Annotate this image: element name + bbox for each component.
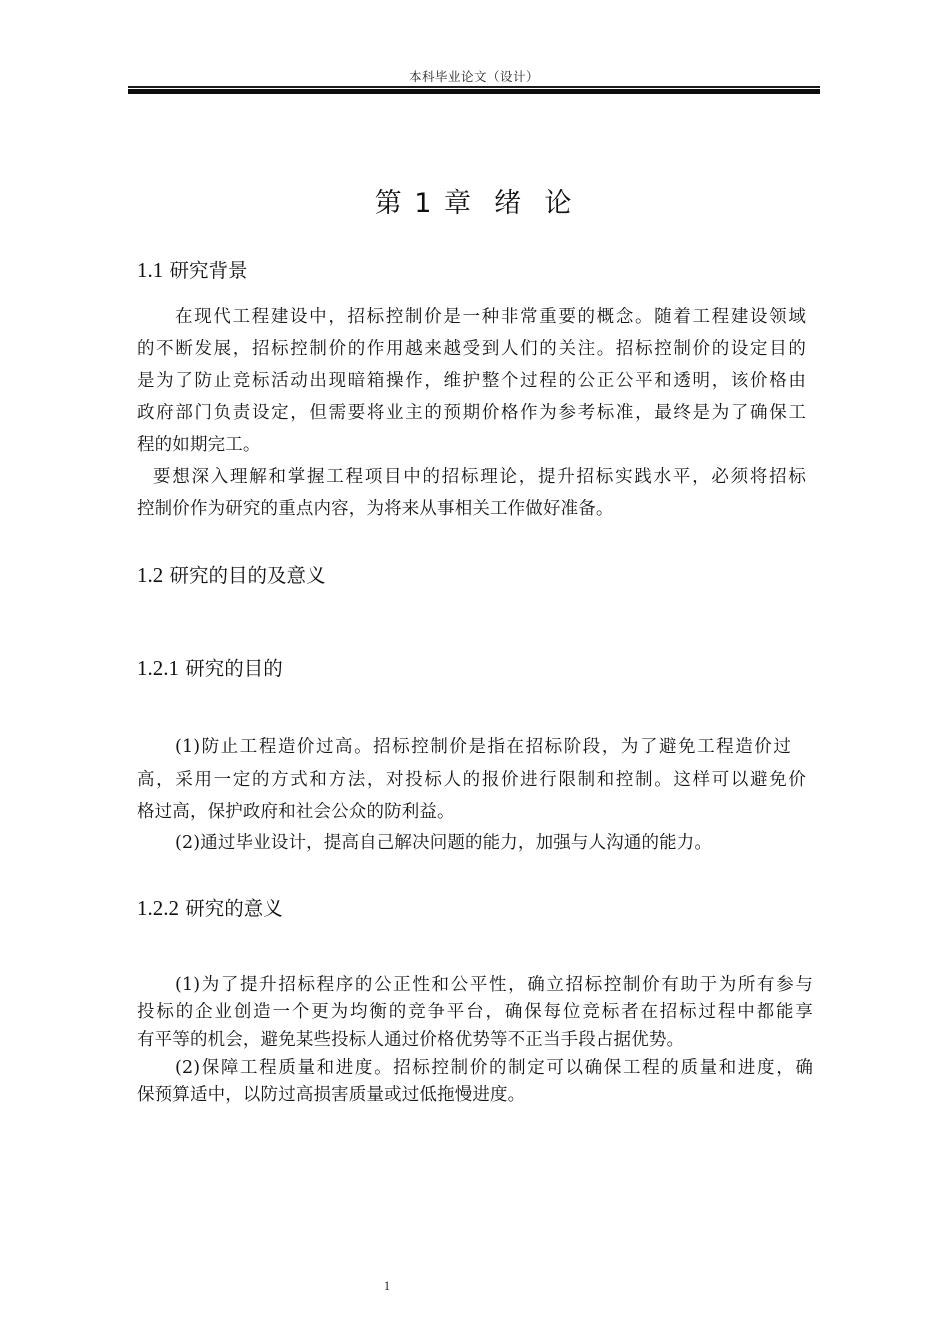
section-title: 研究的意义 [185,897,283,920]
paragraph-line: 高，采用一定的方式和方法，对投标人的报价进行限制和控制。这样可以避免价 [137,770,806,790]
section-heading-1-2 [137,562,325,589]
header-rule-thin [128,86,820,88]
chapter-title: 第 1 章 绪 论 [374,188,574,219]
paragraph-line: (2)通过毕业设计，提高自己解决问题的能力，加强与人沟通的能力。 [175,833,713,853]
paragraph-line: 有平等的机会，避免某些投标人通过价格优势等不正当手段占据优势。 [137,1030,685,1050]
page-number: 1 [383,1279,391,1293]
paragraph-line: 要想深入理解和掌握工程项目中的招标理论，提升招标实践水平，必须将招标 [153,467,806,487]
paragraph-line: (2)保障工程质量和进度。招标控制价的制定可以确保工程的质量和进度，确 [175,1058,813,1078]
paragraph-line: 是为了防止竞标活动出现暗箱操作，维护整个过程的公正公平和透明，该价格由 [137,371,806,391]
paragraph-line: 政府部门负责设定，但需要将业主的预期价格作为参考标准，最终是为了确保工 [137,403,806,423]
section-heading-1-2-2 [137,895,283,922]
section-title: 研究的目的及意义 [169,564,326,587]
paragraph-line: 格过高，保护政府和社会公众的防利益。 [137,802,455,822]
paragraph-line: 控制价作为研究的重点内容，为将来从事相关工作做好准备。 [137,499,614,519]
section-number: 1.2 [137,563,164,587]
paragraph-line: (1)防止工程造价过高。招标控制价是指在招标阶段，为了避免工程造价过 [175,737,791,757]
section-title: 研究的目的 [185,657,283,680]
paragraph-line: 在现代工程建设中，招标控制价是一种非常重要的概念。随着工程建设领域 [175,307,806,327]
section-number: 1.2.1 [137,656,179,680]
section-heading-1-2-1 [137,655,283,682]
header-rule-thick [128,89,820,94]
section-number: 1.1 [137,258,164,282]
paragraph-line: 程的如期完工。 [137,435,261,455]
paragraph-line: 的不断发展，招标控制价的作用越来越受到人们的关注。招标控制价的设定目的 [137,339,806,359]
paragraph-line: 保预算适中，以防过高损害质量或过低拖慢进度。 [137,1085,526,1105]
paragraph-line: 投标的企业创造一个更为均衡的竞争平台，确保每位竞标者在招标过程中都能享 [137,1002,813,1022]
section-heading-1-1 [137,257,247,284]
section-number: 1.2.2 [137,896,179,920]
section-title: 研究背景 [169,259,248,282]
paragraph-line: (1)为了提升招标程序的公正性和公平性，确立招标控制价有助于为所有参与 [175,975,813,995]
running-header: 本科毕业论文（设计） [408,69,539,84]
